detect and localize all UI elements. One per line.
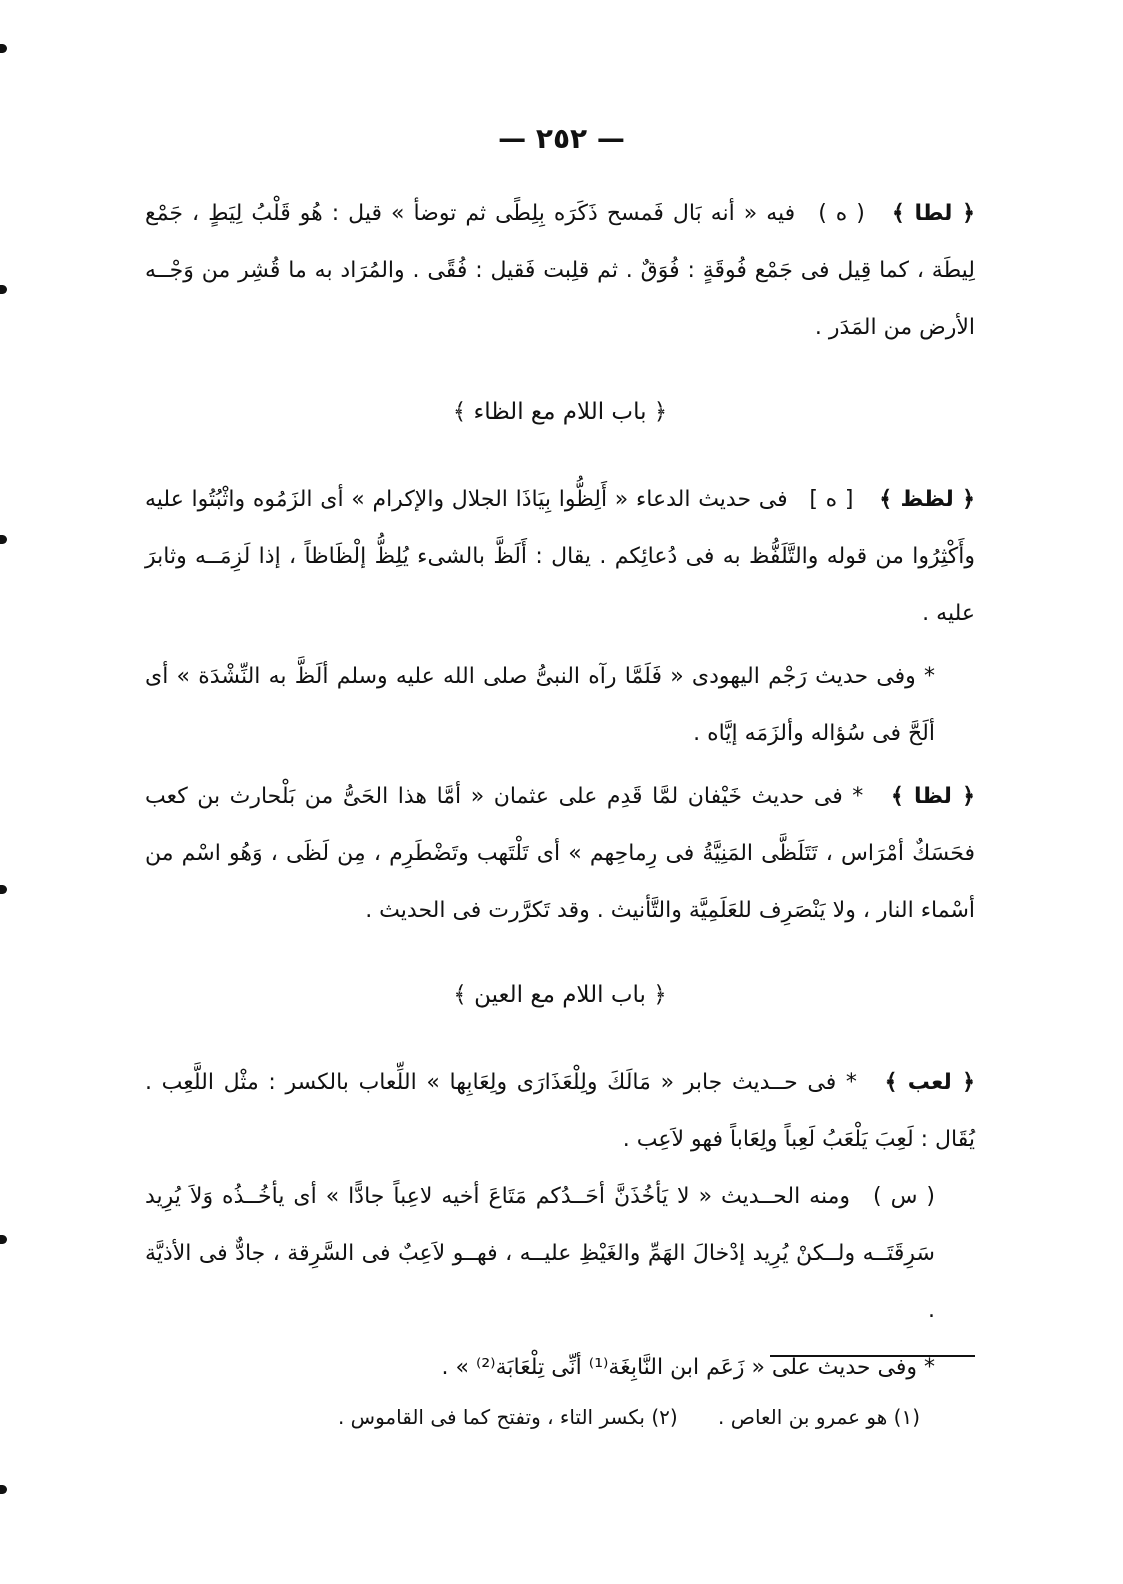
page-body: [145, 185, 975, 1396]
source-marker: [ ه ]: [809, 487, 854, 512]
entry-text: فيه « أنه بَال فَمسح ذَكَرَه بِلِطًى ثم توضأ » قيل : هُو قَلْبُ لِيَطٍ ، جَمْع لِيطَة ، كما قِيل فى جَمْع فُوقَةٍ : فُوَقٌ . ثم قلِبت فَقيل : فُقًى . والمُرَاد به ما قُشِر من وَجْــه الأرض من المَدَر .: [145, 201, 975, 340]
margin-mark: [0, 535, 7, 544]
entry-headword: ﴿ لعب ﴾: [884, 1070, 975, 1095]
entry-text: * فى حــديث جابر « مَالَكَ ولِلْعَذَارَى ولِعَابِها » اللِّعاب بالكسر : مثْل اللَّعِب . يُقَال : لَعِبَ يَلْعَبُ لَعِباً ولِعَاباً فهو لاَعِب .: [145, 1070, 975, 1152]
entry-lata-1: [145, 185, 975, 356]
page-number: — ٢٥٢ —: [498, 122, 625, 155]
entry-text: فى حديث الدعاء « أَلِظُّوا بِيَاذَا الجلال والإكرام » أى الزَمُوه واثْبُتُوا عليه وأَكْثِرُوا من قوله والتَّلَفُّظ به فى دُعائِكم . يقال : أَلَظَّ بالشىء يُلِظُّ إلْظَاظاً ، إذا لَزِمَــه وثابرَ عليه .: [145, 487, 975, 626]
margin-mark: [0, 1235, 7, 1244]
margin-mark: [0, 885, 7, 894]
source-marker: ( ه ): [818, 201, 865, 226]
margin-mark: [0, 44, 7, 53]
footnote: (٢) بكسر التاء ، وتفتح كما فى القاموس .: [337, 1405, 678, 1429]
entry-text: * وفى حديث على « زَعَم ابن النَّابِغَة⁽¹⁾ أنِّى تِلْعَابَة⁽²⁾ » .: [441, 1355, 935, 1380]
entry-headword: ﴿ لظا ﴾: [890, 784, 975, 809]
entry-text: * وفى حديث رَجْم اليهودى « فَلَمَّا رآه النبىُّ صلى الله عليه وسلم ألَظَّ به النِّشْدَة » أى ألَحَّ فى سُؤاله وألزَمَه إيَّاه .: [145, 664, 935, 746]
footnote-divider: [770, 1355, 975, 1357]
margin-mark: [0, 285, 7, 294]
sub-entry: [145, 1168, 975, 1339]
footnotes: [145, 1400, 920, 1434]
entry-text: * فى حديث خَيْفان لمَّا قَدِم على عثمان « أمَّا هذا الحَىُّ من بَلْحارث بن كعب فحَسَكٌ أمْرَاس ، تَتَلَظَّى المَنِيَّةُ فى رِماحِهم » أى تَلْتَهب وتَضْطَرِم ، مِن لَظَى ، وَهُو اسْم من أسْماء النار ، ولا يَنْصَرِف للعَلَمِيَّة والتَّأنيث . وقد تَكرَّرت فى الحديث .: [145, 784, 975, 923]
sub-entry: [145, 648, 975, 762]
section-title: ﴿ باب اللام مع الظاء ﴾: [452, 399, 668, 425]
entry-headword: ﴿ لظظ ﴾: [879, 487, 975, 512]
source-marker: ( س ): [873, 1184, 935, 1209]
section-title: ﴿ باب اللام مع العين ﴾: [453, 982, 667, 1008]
entry-text: ومنه الحــديث « لا يَأخُذَنَّ أحَــدُكم مَتَاعَ أخيه لاعِباً جادًّا » أى يأخُــذُه وَلاَ يُرِيد سَرِقَتَــه ولــكنْ يُرِيد إدْخالَ الهَمِّ والغَيْظِ عليــه ، فهــو لاَعِبٌ فى السَّرِقة ، جادٌّ فى الأذيَّة .: [145, 1184, 935, 1323]
sub-entry: [145, 1339, 975, 1396]
footnote: (١) هو عمرو بن العاص .: [718, 1405, 920, 1429]
entry-headword: ﴿ لطا ﴾: [891, 201, 975, 226]
entry-laib: [145, 1054, 975, 1168]
margin-mark: [0, 1485, 7, 1494]
entry-laza: [145, 768, 975, 939]
entry-lazaz: [145, 471, 975, 642]
